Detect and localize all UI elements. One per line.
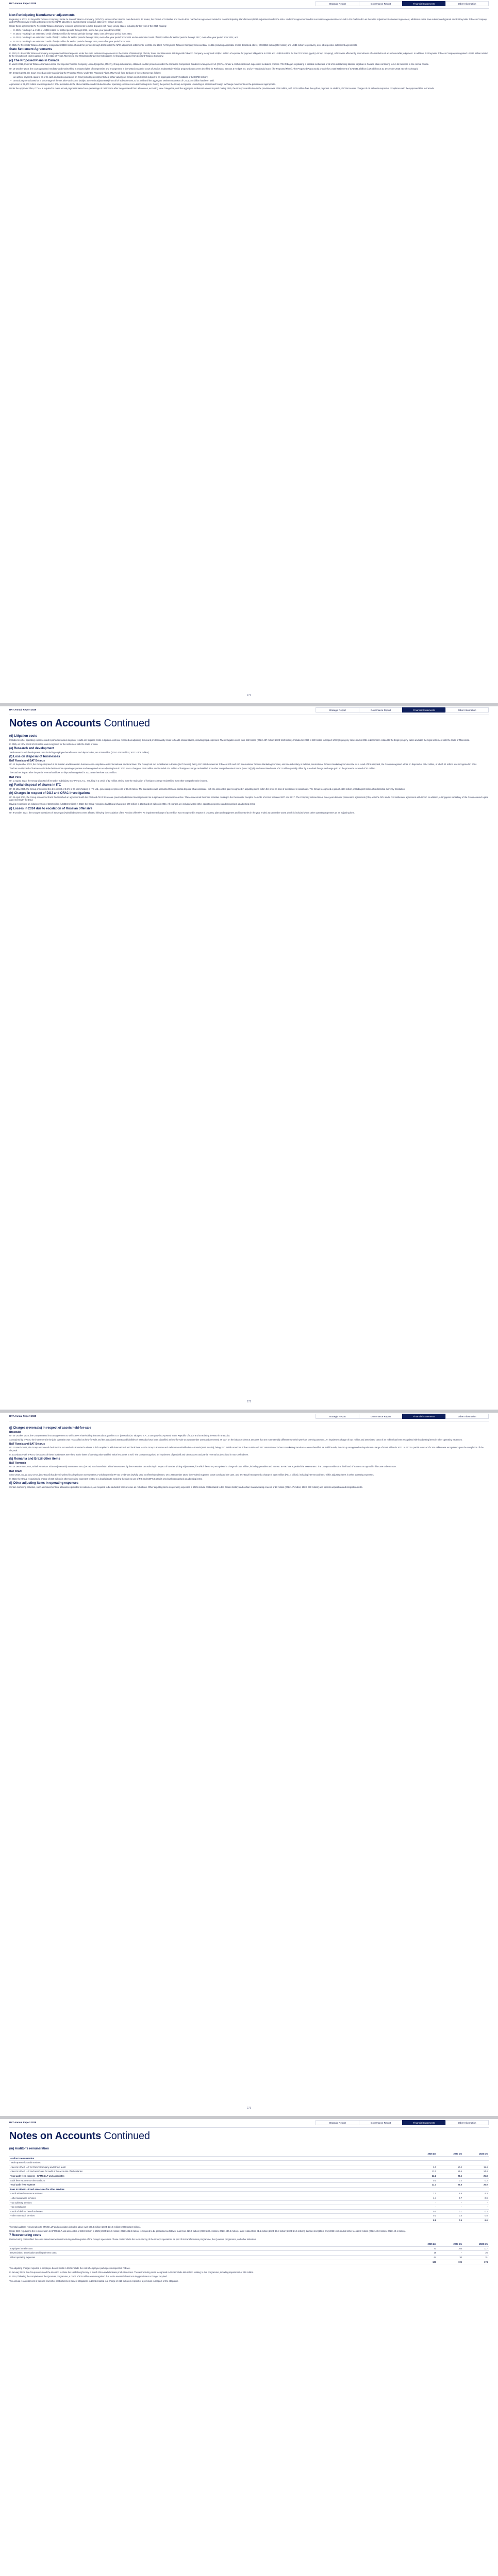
paragraph: In January 2025, the Group announced the intention to close the Heidelberg factory in South Africa and eliminate production roles. The restructuring costs recognised in 2025 include £65 million relating to this programme, including impairment of £19 million. — [9, 2271, 254, 2274]
table-cell — [411, 2187, 437, 2192]
paragraph: Restructuring costs reflect the costs associated with restructuring and integration of the Group's operations. These costs include the restructuring of the Group's operations as part of its transformation programme, the Quantum programme, and other initiatives. — [9, 2238, 257, 2241]
paragraph: The total auditor's remuneration to KPMG LLP and associates included above was £30.8 million (2024: £31.5 million; 2023: £31.8 million). — [9, 2225, 141, 2228]
table-header-cell: 2025 £m — [411, 2152, 437, 2156]
tab-financial-statements[interactable]: Financial Statements — [402, 2120, 445, 2125]
paragraph: On 11 March 2022, the Group announced the intention to transfer its Russian business in full compliance with international and local laws. As the Group's Russian and Belarusian subsidiaries — Russia (BAT Russia), being JSC British American Tobacco-SPb and JSC International Tobacco Marketing Services — were classified as held-for-sale, the Group recognised an impairment charge of £554 million in 2022. In 2023 a partial reversal of £164 million was recognised upon the completion of the disposal. — [9, 1446, 484, 1452]
list-item: – In 2024, resulting in an estimated credit of US$11 million for settled periods through 2018, over a five year period from 2024 and an estimated credit of US$3 million for settled periods through 2017, over a five year period from 2024; and — [9, 36, 489, 39]
tab-strategic-report[interactable]: Strategic Report — [316, 1, 359, 6]
table-cell: 10.0 — [437, 2165, 463, 2170]
paragraph: On 18 October 2024, the court-appointed mediator and monitor filed a proposed plan of compromise and arrangement in the Ontario Superior Court of Justice. Substantially similar proposed plans were also filed for Rothmans, Benson & Hedges Inc. and JTI-Macdonald Corp. (the Proposed Plans). The Proposed Plans would provide for a total settlement of CAD$32.5 billion (£17.6 billion at 31 December 2025 rate of exchange). — [9, 67, 419, 70]
paragraph: On 12 September 2023, the Group disposed of its Russian and Belarusian businesses in compliance with international and local laws. The Group had two subsidiaries in Russia (BAT Russia), being JSC British American Tobacco-SPb and JSC International Tobacco Marketing Services, and one subsidiary in Belarus, International Tobacco Marketing Services BY. As a result of this disposal, the Group recognised a loss on disposal of £554 million, of which £1 million was recognised in 2024. — [9, 763, 477, 766]
table-cell: 0.4 — [437, 2214, 463, 2218]
page-title-main: Notes on Accounts — [9, 2130, 102, 2142]
table-row-label: - tax compliance — [9, 2205, 411, 2210]
table-cell: 9.0 — [411, 2165, 437, 2170]
table-row — [9, 2183, 489, 2188]
page-title-main: Notes on Accounts — [9, 718, 102, 729]
table-cell: 0.7 — [437, 2196, 463, 2200]
table-cell: 0.1 — [411, 2178, 437, 2183]
tab-other-information[interactable]: Other Information — [445, 1, 489, 6]
page-header — [0, 1413, 498, 1420]
header-divider — [9, 2127, 489, 2128]
paragraph: In accordance with IFRS 5, the assets of these businesses were held at the lower of carrying value and fair value less costs to sell. The Group recognised an impairment of goodwill and other assets and partial reversal as described in note 10(f) above. — [9, 1453, 249, 1456]
page-1-body — [9, 12, 489, 91]
paragraph: The total net impact after the partial reversal and loss on disposal recognised in 2023 was therefore £383 million. — [9, 771, 117, 774]
table-row — [9, 2174, 489, 2178]
paragraph: Under these agreements RJ Reynolds Tobacco Company received agreements to settle disputes with newly joining states, including for the year of the 2025 hearing: — [9, 25, 167, 28]
tab-strategic-report[interactable]: Strategic Report — [316, 2120, 359, 2125]
page-2-body — [9, 733, 489, 816]
document-title: BAT Annual Report 2025 — [9, 2121, 37, 2124]
table-cell: - — [437, 2200, 463, 2205]
research-development-heading: (e) Research and development — [9, 747, 55, 751]
table-cell: 0.1 — [411, 2209, 437, 2214]
table-row-label: - audit related assurance services — [9, 2192, 411, 2196]
table-cell: - — [463, 2200, 489, 2205]
page-title-continued: Continued — [104, 718, 150, 729]
table-cell: - — [437, 2205, 463, 2210]
paragraph: In March 2019, Imperial Tobacco Canada Limited and Imperial Tobacco Company Limited (together, ITCAN), Group subsidiaries, obtained creditor protection under the Canadian Companies' Creditors Arrangement Act (CCAA). Under a confidential court-supervised mediation process ITCAN began negotiating a possible settlement of all of its outstanding tobacco litigation in Canada while continuing to run its business in the normal course. — [9, 63, 429, 66]
table-cell: - — [411, 2205, 437, 2210]
page-number: 273 — [246, 2107, 252, 2110]
table-cell: 0.2 — [463, 2209, 489, 2214]
partial-disposal-itc-heading: (g) Partial disposal of shares in ITC — [9, 784, 61, 787]
table-row — [9, 2260, 489, 2264]
table-cell: 174 — [463, 2260, 489, 2264]
restructuring-costs-heading: 7 Restructuring costs — [9, 2234, 41, 2238]
paragraph: Under SEC regulations the remuneration to KPMG LLP and associates of £30.8 million in 2025 (2024: £31.5 million; 2023: £31.8 million) is required to be presented as follows: audit fees £29.0 million (2024: £30.4 million; 2023: £30.2 million), audit related fees £1.5 million (2024: £0.8 million; 2023: £1.5 million), tax fees £nil (2024: £nil; 2023: £nil) and all other fees £0.3 million (2024: £0.3 million; 2023: £0.1 million). — [9, 2229, 406, 2232]
table-row — [9, 2200, 489, 2205]
table-cell: 7.9 — [437, 2218, 463, 2223]
table-row — [9, 2187, 489, 2192]
tab-governance-report[interactable]: Governance Report — [359, 1414, 402, 1419]
table-header-cell — [9, 2242, 411, 2246]
table-row-label: Other operating expenses — [9, 2256, 411, 2260]
table-row — [9, 2256, 489, 2260]
table-row-label: Total expense for audit services: — [9, 2161, 411, 2165]
paragraph: Beginning in 2013, RJ Reynolds Tobacco Company, Santa Fe Natural Tobacco Company (SFNTC), various other tobacco manufacturers, 17 states, the District of Columbia and Puerto Rico reached an agreement related to Non-Participating Manufacturer (NPM) adjustment under the MSA. Under this agreement and its successive agreements executed in 2017 referred to as the NPM Adjustment Settlement Agreement, additional states have subsequently joined and RJ Reynolds Tobacco Company and SFNTC received credits with respect to their NPM adjustment claims related to various states over certain periods. — [9, 18, 487, 24]
litigation-costs-heading: (d) Litigation costs — [9, 735, 37, 738]
table-cell: 23.6 — [437, 2174, 463, 2178]
table-cell: 26 — [463, 2251, 489, 2256]
table-row-label: - tax advisory services — [9, 2200, 411, 2205]
report-page-1 — [0, 0, 498, 703]
table-header-cell: 2023 £m — [463, 2242, 489, 2246]
paragraph: Included in other operating expenses and reported in various segment results are litigation costs. Litigation costs are reported as adjusting items and predominantly relate to health-related claims, including legal expenses. These litigation costs were £32 million (2024: £37 million; 2023: £84 million). Included in 2025 is £30 million in respect of Engle progeny cases and in 2024 is £20 million related to the Engle progeny cases and also the legal settlement with the State of Minnesota. — [9, 738, 470, 741]
table-row — [9, 2156, 489, 2161]
table-header-cell: 2023 £m — [463, 2152, 489, 2156]
header-divider — [9, 8, 489, 9]
table-cell: 0.6 — [463, 2214, 489, 2218]
table-cell — [463, 2187, 489, 2192]
table-cell: 11.4 — [463, 2165, 489, 2170]
table-row-label — [9, 2218, 411, 2223]
table-cell — [437, 2161, 463, 2165]
table-cell — [411, 2156, 437, 2161]
paragraph: As required by IFRS 5, the investment in the joint operation was reclassified as held-for-sale and the associated assets and liabilities of Brascuba have been classified as held-for-sale at 31 December 2025 and presented as such on the balance sheet at amounts that are not materially different from their previous carrying amounts. An impairment charge of £27 million and associated costs of £4 million has been recognised within adjusting items in other operating expenses. — [9, 1438, 463, 1442]
table-cell: 1.4 — [411, 2196, 437, 2200]
tab-strategic-report[interactable]: Strategic Report — [316, 1414, 359, 1419]
table-row — [9, 2192, 489, 2196]
paragraph: On 9 October 2024, the Group's operations of its Kenyan (Nairobi) business were affected following the escalation of the Russian offensive. An impairment charge of £18 million was recognised in respect of property, plant and equipment and inventories in the year ended 31 December 2024, which is included within other operating expenses as an adjusting item. — [9, 811, 355, 814]
report-page-2 — [0, 706, 498, 1410]
paragraph: On 1 August 2023, the Group disposed of its tanker subsidiary, BAT Peru S.A.C., resulting in a credit of £2 million arising from the realisation of foreign exchange reclassified from other comprehensive income. — [9, 779, 208, 782]
table-row-label — [9, 2260, 411, 2264]
paragraph: On 24 October 2025, the Group entered into an agreement to sell its 50% shareholding in Brascuba Cigarrillos S.A. (Brascuba) to Tabagest S.A., a company incorporated in the Republic of Cuba and an existing investor in Brascuba. — [9, 1434, 230, 1437]
table-row-label: - other assurance services — [9, 2196, 411, 2200]
list-item: – annual payments based on a percentage of the net after-tax income (subject to certain adjustments) from all of its businesses, to be paid until the aggregate settlement amount of CAD$32.5 billion has been paid. — [9, 79, 489, 82]
table-cell: 13.6 — [437, 2170, 463, 2174]
paragraph: The loss on disposal of businesses included within other operating expenses and recognised as an adjusting item in 2023 was a charge of £548 million and included £34 million of foreign exchange reclassified from other comprehensive income (note 23(c)(ii)) and associated costs of £12 million partially offset by a realised foreign exchange gain on the proceeds received of £3 million. — [9, 767, 376, 770]
table-cell: 31 — [463, 2256, 489, 2260]
tab-financial-statements[interactable]: Financial Statements — [402, 707, 445, 713]
section-nav — [316, 707, 489, 713]
table-row-label: - fees to KPMG LLP for Parent Company and Group audit — [9, 2165, 411, 2170]
table-cell: 0.2 — [411, 2214, 437, 2218]
list-item: – In 2024, resulting in an estimated credit of US$35 million for settled periods through 2016, over a five year period from 2024; — [9, 32, 489, 36]
table-cell: 117 — [463, 2246, 489, 2251]
table-cell: 23.8 — [437, 2183, 463, 2188]
subheading: BAT Peru — [9, 775, 21, 779]
russian-offensive-heading: (i) Losses in 2024 due to escalation of Russian offensive — [9, 807, 93, 811]
tab-governance-report[interactable]: Governance Report — [359, 707, 402, 713]
paragraph: The adjusting charges reported in employee benefit costs in 2025 include the cost of employee packages in respect of FoDMA. — [9, 2267, 131, 2270]
held-for-sale-heading: (j) Charges (reversals) in respect of assets held-for-sale — [9, 1427, 91, 1430]
romania-brazil-heading: (k) Romania and Brazil other items — [9, 1458, 60, 1461]
page-number: 272 — [246, 1400, 252, 1403]
table-cell — [463, 2156, 489, 2161]
restructuring-costs-table — [9, 2242, 489, 2264]
tab-other-information[interactable]: Other Information — [445, 707, 489, 713]
table-cell: 7.1 — [411, 2192, 437, 2196]
table-cell: 25.8 — [463, 2174, 489, 2178]
table-cell: - — [411, 2200, 437, 2205]
table-cell: - — [437, 2251, 463, 2256]
table-cell: 8.8 — [411, 2218, 437, 2223]
paragraph: Under the Approved Plan, ITCAN is required to make annual payments based on a percentage of net income after tax generated from all sources, excluding New Categories, until the aggregate settlement amount is paid. During 2025, the Group's contribution to the provision was £768 million, with £725 million from the upfront payment. In addition, ITCAN incurred charges of £8 million in respect of compliance with the Approved Plan in Canada. — [9, 87, 435, 90]
paragraph: In 2025, an NPM credit of £8 million was recognised for the settlement with the State of Iowa. — [9, 742, 98, 745]
table-cell: 165 — [437, 2246, 463, 2251]
subheading: Brascuba — [9, 1431, 21, 1434]
page-number: 271 — [246, 694, 252, 697]
table-row — [9, 2209, 489, 2214]
page-title-continued: Continued — [104, 2130, 150, 2142]
tab-other-information[interactable]: Other Information — [445, 2120, 489, 2125]
table-cell: 14.4 — [463, 2170, 489, 2174]
page-header — [0, 0, 498, 7]
section-nav — [316, 2120, 489, 2125]
document-title: BAT Annual Report 2025 — [9, 1415, 37, 1417]
table-row — [9, 2205, 489, 2210]
table-row-label: - other non-audit services — [9, 2214, 411, 2218]
page-title — [9, 718, 150, 730]
table-row — [9, 2178, 489, 2183]
table-row — [9, 2170, 489, 2174]
table-header-cell: 2025 £m — [411, 2242, 437, 2246]
table-cell: 19 — [411, 2251, 437, 2256]
paragraph: On 14 December 2024, British American Tobacco (Romania) Investment SRL (BATRI) was issued with a final assessment by the Romanian tax authority in respect of transfer pricing adjustments, for which the Group recognised a charge of £116 million, including penalties and interest. BATRI has appealed the assessment. The Group considers the likelihood of success on appeal in this case to be remote. — [9, 1465, 397, 1468]
tab-governance-report[interactable]: Governance Report — [359, 2120, 402, 2125]
report-page-3 — [0, 1413, 498, 2116]
table-cell: 0.1 — [437, 2209, 463, 2214]
table-header-cell — [9, 2152, 411, 2156]
table-cell: 0.2 — [463, 2178, 489, 2183]
table-cell: 22.3 — [411, 2183, 437, 2188]
table-cell — [463, 2161, 489, 2165]
paragraph: The annual re-assessment of pension and other post-retirement benefit obligations in 2025 resulted in a charge of £15 million in respect of a provision in respect of the obligation. — [9, 2279, 179, 2282]
paragraph: Since 2017, Souza Cruz LTDA (BAT Brazil) has been involved in a legal case over whether a 'Crédito-prêmio IPI' tax credit was lawfully used to offset federal taxes. On 19 December 2025, the Federal Supreme Court concluded the case, and BAT Brazil recognised a charge of £215 million (R$1.4 billion), including interest and fees, within adjusting items in other operating expenses. — [9, 1473, 374, 1476]
subheading: BAT Romania — [9, 1462, 26, 1465]
section-nav — [316, 1414, 489, 1419]
auditor-remuneration-heading: (m) Auditor's remuneration — [9, 2147, 49, 2150]
subheading: BAT Russia and BAT Belarus — [9, 1443, 45, 1446]
list-item: – an upfront payment equal to all of its cash and cash equivalents on hand (including investments held at fair value) plus certain court deposits subject to an aggregate industry holdback of CAD$750 million; — [9, 76, 489, 79]
page-header — [0, 706, 498, 714]
page-title — [9, 2130, 150, 2142]
doj-ofac-heading: (h) Charges in respect of DOJ and OFAC investigations — [9, 792, 91, 795]
paragraph: In 2024, following the completion of the Quantum programme, a credit of £25 million was recognised due to the reversal of restructuring provisions no longer required. — [9, 2275, 168, 2278]
table-cell — [411, 2161, 437, 2165]
table-row-label: Auditor's remuneration — [9, 2156, 411, 2161]
paragraph: Total research and development costs including employee benefit costs and depreciation, are £359 million (2024: £383 million; 2023: £408 million). — [9, 751, 150, 754]
proposed-plans-canada-heading: (c) The Proposed Plans in Canada — [9, 59, 60, 62]
table-row-label: Fees to KPMG LLP and associates for other services — [9, 2187, 411, 2192]
table-row-label: - fees to KPMG LLP and associates for audit of the accounts of subsidiaries — [9, 2170, 411, 2174]
table-cell: 13.2 — [411, 2170, 437, 2174]
paragraph: On 25 April 2023, the Group announced that it had reached an agreement with the DOJ and OFAC to resolve previously disclosed investigations into suspicions of sanctions breaches. These concerned business activities relating to the Democratic People's Republic of Korea between 2007 and 2017. The Company entered into a three-year deferred prosecution agreement (DPA) with the DOJ and a civil settlement agreement with OFAC. In addition, a Singapore subsidiary of the Group entered a plea agreement with the DOJ. — [9, 795, 489, 802]
tab-financial-statements[interactable]: Financial Statements — [402, 1414, 445, 1419]
state-settlement-heading: State Settlement Agreements — [9, 48, 53, 52]
table-row-label: - audit of defined benefit schemes — [9, 2209, 411, 2214]
loss-on-disposal-heading: (f) Loss on disposal of businesses — [9, 755, 60, 759]
table-cell: 195 — [437, 2260, 463, 2264]
table-cell: 30 — [437, 2256, 463, 2260]
table-cell — [437, 2187, 463, 2192]
section-nav — [316, 1, 489, 6]
paragraph: Having recognised an initial provision of £450 million (US$540 million) in 2022, the Group recognised additional charges of £79 million in 2023 and £4 million in 2024. All charges are included within other operating expenses and recognised as adjusting items. — [9, 803, 256, 806]
table-cell — [437, 2156, 463, 2161]
paragraph: In 2023, the Group recognised a charge of £58 million in other operating expenses related to a legal dispute involving the right to use of PIS and COFINS credits previously recognised as adjusting items. — [9, 1477, 203, 1480]
document-title: BAT Annual Report 2025 — [9, 2, 37, 5]
table-row — [9, 2251, 489, 2256]
table-row-label: Total audit fees expense - KPMG LLP and associates — [9, 2174, 411, 2178]
table-cell: 70 — [411, 2246, 437, 2251]
report-page-4 — [0, 2119, 498, 2576]
paragraph: In 2025, RJ Reynolds Tobacco Company recognised US$69 million of credit for periods through 2025 under the NPM adjustment settlements. In 2024 and 2023, RJ Reynolds Tobacco Company received total credits (including applicable credits described above) of US$53 million (£53 million) and US$9 million respectively, over all respective settlement agreements. — [9, 43, 358, 46]
table-cell: 22.2 — [411, 2174, 437, 2178]
paragraph: Certain marketing activities, such as inducements or allowances provided to customers, are required to be deducted from revenue as reductions. Other adjusting items in operating expenses in 2025 include costs related to the Drakes factory and certain manufacturing reviews of £3 million (2024: £7 million; 2023: £33 million) and specific acquisition and integration costs. — [9, 1485, 363, 1488]
page-header — [0, 2119, 498, 2126]
tab-financial-statements[interactable]: Financial Statements — [402, 1, 445, 6]
table-row — [9, 2165, 489, 2170]
paragraph: On 6 March 2025, the Court issued an order sanctioning the Proposed Plans. Under the Proposed Plans, ITCAN will fund its share of the settlement as follows: — [9, 71, 161, 74]
table-header-cell: 2024 £m — [437, 2152, 463, 2156]
table-cell: 4.3 — [463, 2192, 489, 2196]
list-item: – In 2023, resulting in an estimated credit of US$9 million for settled periods through 2016, over a five year period from 2025. — [9, 40, 489, 43]
paragraph: On 28 May 2025, the Group announced the divestment of 3.5% of its shareholding in ITC Ltd., generating net proceeds of £940 million. The transaction was accounted for as a partial disposal of an associate, with the associated gain recognised in adjusting items within the profit on sale of investment in associates. The Group recognised a gain of £694 million, including £3 million of reclassified currency translation. — [9, 787, 406, 790]
table-header-cell: 2024 £m — [437, 2242, 463, 2246]
subheading: BAT Russia and BAT Belarus — [9, 759, 45, 763]
table-row — [9, 2214, 489, 2218]
table-row — [9, 2246, 489, 2251]
subheading: BAT Brazil — [9, 1469, 22, 1473]
table-row — [9, 2218, 489, 2223]
table-cell: 0.9 — [463, 2196, 489, 2200]
auditor-remuneration-table — [9, 2152, 489, 2223]
table-cell: 0.2 — [437, 2178, 463, 2183]
tab-strategic-report[interactable]: Strategic Report — [316, 707, 359, 713]
table-row — [9, 2196, 489, 2200]
table-cell: 6.8 — [437, 2192, 463, 2196]
document-title: BAT Annual Report 2025 — [9, 708, 37, 711]
tab-governance-report[interactable]: Governance Report — [359, 1, 402, 6]
page-3-body — [9, 1425, 489, 1490]
table-cell: 133 — [411, 2260, 437, 2264]
table-cell: 44 — [411, 2256, 437, 2260]
npm-adjustments-heading: Non-Participating Manufacturer adjustments — [9, 14, 75, 17]
table-row-label: Audit fees expense to other auditors — [9, 2178, 411, 2183]
table-cell: 26.0 — [463, 2183, 489, 2188]
list-item: – In 2025, resulting in a credit of US$59 million for settled periods through 2016, over a five year period from 2022; — [9, 29, 489, 32]
paragraph: A provision of £6,203 million was recognised in 2024 in relation to the above liabilities and included in other operating expenses as a discounting item. During the period, the Group recognised unwinding of interest and foreign exchange movements on the provision as appropriate. — [9, 82, 276, 86]
table-cell: 6.0 — [463, 2218, 489, 2223]
table-row-label: Depreciation, amortisation and impairment costs — [9, 2251, 411, 2256]
other-adjusting-items-heading: (l) Other adjusting items in operating expenses — [9, 1482, 79, 1485]
table-row — [9, 2161, 489, 2165]
table-row-label: Total audit fees expense — [9, 2183, 411, 2188]
page-4-body — [9, 2146, 489, 2284]
paragraph: In 2023, RJ Reynolds Tobacco Company recognised additional expense under the state settlement agreements in the States of Mississippi, Florida, Texas and Minnesota. RJ Reynolds Tobacco Company recognised US$241 million of expense for payment obligations in 2025 and US$245 million for the FCS from Liggett (a Group company), which were affected by amendments of a resolution of an unfavourable judgement. In addition, RJ Reynolds Tobacco Company recognised US$26 million related to the resolution of claims against it in the State of Texas, Minnesota and Mississippi for payment obligations for brands acquired from Lorillard Tobacco Company. — [9, 52, 488, 58]
table-cell: - — [463, 2205, 489, 2210]
tab-other-information[interactable]: Other Information — [445, 1414, 489, 1419]
table-row-label: Employee benefit costs — [9, 2246, 411, 2251]
